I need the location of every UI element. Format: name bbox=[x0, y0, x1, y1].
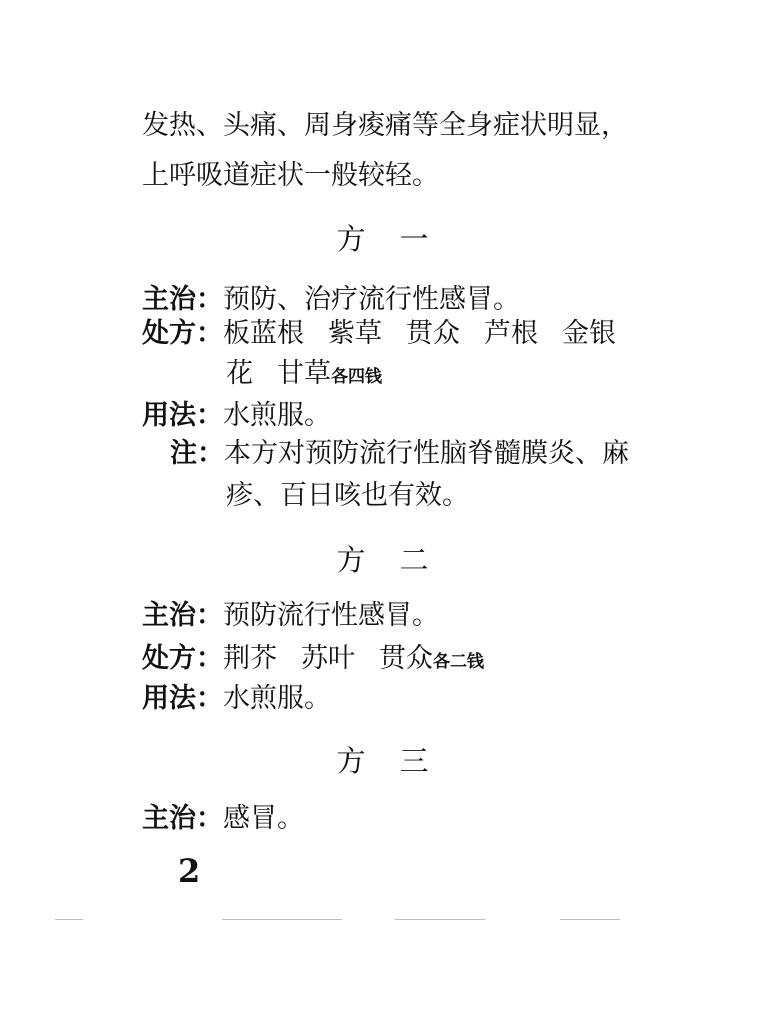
intro-line-1: 发热、头痛、周身痠痛等全身症状明显， bbox=[142, 110, 628, 141]
herb: 花 bbox=[226, 358, 253, 389]
herb: 板蓝根 bbox=[223, 318, 304, 349]
indication-label: 主治： bbox=[142, 803, 223, 834]
dose-note: 各四钱 bbox=[331, 367, 382, 387]
scan-rule bbox=[560, 919, 620, 920]
scan-rule bbox=[55, 919, 83, 920]
intro-line-2: 上呼吸道症状一般较轻。 bbox=[142, 160, 439, 191]
indication-text: 预防、治疗流行性感冒。 bbox=[223, 284, 520, 315]
indication-label: 主治： bbox=[142, 600, 223, 631]
prescription-label: 处方： bbox=[142, 318, 223, 349]
usage-label: 用法： bbox=[142, 400, 223, 431]
prescription-label: 处方： bbox=[142, 643, 223, 674]
indication-text: 感冒。 bbox=[223, 803, 304, 834]
dose-note: 各二钱 bbox=[433, 652, 484, 672]
herb: 甘草 bbox=[277, 358, 331, 389]
recipe-2-usage bbox=[142, 683, 331, 715]
page-number: 2 bbox=[178, 852, 201, 890]
indication-text: 预防流行性感冒。 bbox=[223, 600, 439, 631]
scan-rule bbox=[222, 919, 342, 920]
recipe-2-indication bbox=[142, 600, 439, 632]
recipe-2-heading: 方二 bbox=[336, 543, 463, 577]
herb: 苏叶 bbox=[301, 643, 355, 674]
usage-text: 水煎服。 bbox=[223, 400, 331, 431]
note-text: 本方对预防流行性脑脊髓膜炎、麻 bbox=[224, 438, 629, 469]
note-label: 注： bbox=[170, 438, 224, 469]
herb: 荆芥 bbox=[223, 643, 277, 674]
recipe-1-indication bbox=[142, 284, 520, 316]
usage-label: 用法： bbox=[142, 683, 223, 714]
recipe-1-heading: 方一 bbox=[336, 222, 463, 256]
recipe-1-note bbox=[170, 438, 629, 470]
recipe-1-prescription bbox=[142, 318, 616, 350]
herb: 金银 bbox=[562, 318, 616, 349]
herb: 紫草 bbox=[328, 318, 382, 349]
recipe-3-indication bbox=[142, 803, 304, 835]
recipe-1-prescription-cont bbox=[226, 358, 382, 393]
herb: 芦根 bbox=[484, 318, 538, 349]
recipe-1-note-cont: 疹、百日咳也有效。 bbox=[226, 480, 469, 511]
herb: 贯众 bbox=[379, 643, 433, 674]
scan-rule bbox=[395, 919, 485, 920]
recipe-1-usage bbox=[142, 400, 331, 432]
indication-label: 主治： bbox=[142, 284, 223, 315]
recipe-3-heading: 方三 bbox=[336, 744, 463, 778]
recipe-2-prescription bbox=[142, 643, 484, 678]
usage-text: 水煎服。 bbox=[223, 683, 331, 714]
herb: 贯众 bbox=[406, 318, 460, 349]
